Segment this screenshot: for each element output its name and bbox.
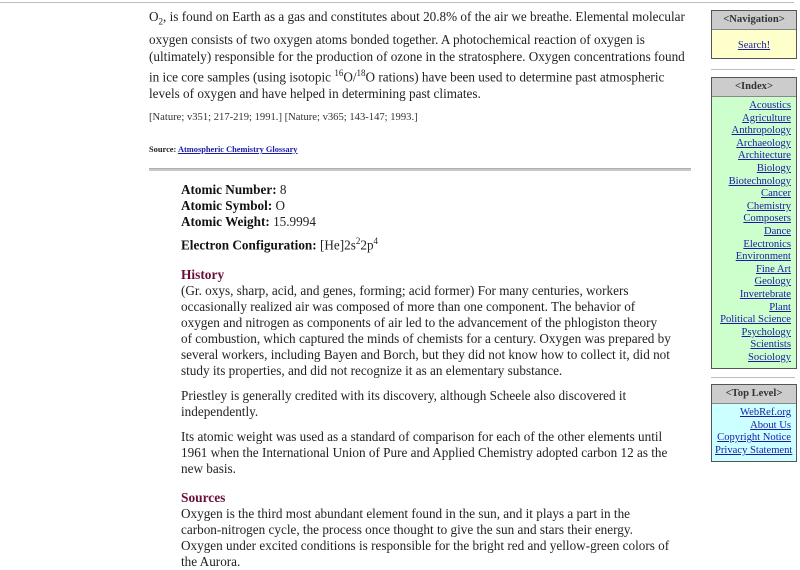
copyright-notice-link[interactable]: Copyright Notice [717, 432, 791, 444]
index-link-fine-art[interactable]: Fine Art [755, 263, 791, 275]
index-link-chemistry[interactable]: Chemistry [746, 200, 791, 212]
atomic-weight-row [181, 214, 671, 230]
source-label: Source: [149, 145, 177, 155]
atomic-number-label: Atomic Number: [181, 182, 277, 197]
electron-config-label: Electron Configuration: [181, 237, 317, 253]
index-link-architecture[interactable]: Architecture [738, 150, 791, 162]
index-link-political-science[interactable]: Political Science [720, 314, 791, 326]
about-us-link[interactable]: About Us [750, 419, 791, 431]
webref-link[interactable]: WebRef.org [739, 407, 791, 418]
index-link-anthropology[interactable]: Anthropology [731, 125, 791, 137]
electron-configuration-row [181, 232, 671, 254]
index-link-plant[interactable]: Plant [769, 301, 791, 313]
isotope-16: 16 [334, 67, 344, 78]
sidebar-divider [711, 69, 795, 70]
atomic-weight-value: 15.9994 [273, 214, 316, 229]
index-links [712, 97, 796, 368]
o2-subscript: 2 [158, 16, 164, 27]
index-link-agriculture[interactable]: Agriculture [742, 112, 791, 124]
index-link-scientists[interactable]: Scientists [750, 339, 791, 351]
index-link-composers[interactable]: Composers [743, 213, 791, 225]
index-link-electronics[interactable]: Electronics [743, 238, 791, 250]
index-link-invertebrate[interactable]: Invertebrate [739, 288, 791, 300]
econf-mid: 2p [360, 237, 374, 253]
econf-base: [He]2s [319, 237, 356, 253]
atomic-weight-label: Atomic Weight: [181, 214, 270, 229]
atomic-number-row [181, 182, 671, 198]
intro-text-o: O/ [343, 69, 357, 85]
history-paragraph-3: Its atomic weight was used as a standard of comparison for each of the other elements until 1961 when the International Union of Pure and Applied Chemistry adopted carbon 12 as the new basis. [181, 429, 668, 477]
atomic-symbol-row [181, 198, 671, 214]
index-link-dance[interactable]: Dance [763, 225, 791, 237]
atomic-symbol-label: Atomic Symbol: [181, 198, 273, 213]
sources-paragraph-1: Oxygen is the third most abundant element found in the sun, and it plays a part in the carbon-nitrogen cycle, the process once thought to give the sun and stars their energy. Oxygen under excited conditions is responsible for the bright red and yellow-green colors of the Aurora. [181, 506, 670, 570]
index-link-psychology[interactable]: Psychology [741, 326, 791, 338]
top-level-box [711, 384, 797, 462]
index-link-cancer[interactable]: Cancer [761, 188, 791, 200]
privacy-statement-link[interactable]: Privacy Statement [715, 444, 793, 456]
index-link-environment[interactable]: Environment [735, 251, 791, 263]
index-link-biotechnology[interactable]: Biotechnology [728, 175, 791, 187]
atomic-symbol-value: O [275, 198, 286, 213]
top-level-title: <Top Level> [712, 385, 796, 404]
o2-symbol: O [149, 9, 159, 24]
intro-text: , is found on Earth as a gas and constitutes about 20.8% of the air we breathe. Elemental molecular oxygen consists of two oxygen atoms bonded together. A photochemical reaction of oxygen is (ultimately) responsible for the production of ozone in the stratosphere. Oxygen concentrations found in ice core samples (using isotopic [149, 9, 685, 85]
econf-sup-2: 4 [373, 236, 379, 246]
source-link[interactable]: Atmospheric Chemistry Glossary [177, 145, 298, 155]
index-link-acoustics[interactable]: Acoustics [749, 100, 791, 111]
intro-text-end: O rations) have been used to determine past atmospheric levels of oxygen and have helped in determining past climates. [149, 69, 665, 102]
atomic-number-value: 8 [279, 182, 287, 197]
horizontal-rule [149, 168, 691, 171]
index-link-sociology[interactable]: Sociology [748, 351, 791, 363]
intro-paragraph [149, 8, 694, 102]
top-divider [0, 2, 794, 3]
element-details [181, 182, 671, 570]
navigation-body [712, 30, 796, 58]
intro-section [149, 8, 694, 154]
index-link-biology[interactable]: Biology [756, 162, 791, 174]
isotope-18: 18 [356, 67, 366, 78]
top-level-links [712, 404, 796, 461]
index-link-geology[interactable]: Geology [754, 276, 791, 288]
history-paragraph-2: Priestley is generally credited with its discovery, although Scheele also discovered it independently. [181, 388, 627, 420]
history-paragraph-1: (Gr. oxys, sharp, acid, and genes, forming; acid former) For many centuries, workers occasionally realized air was composed of more than one component. The behavior of oxygen and nitrogen as components of air led to the advancement of the phlogiston theory of combustion, which captured the minds of chemists for a century. Oxygen was prepared by several workers, including Bayen and Borch, but they did not know how to collect it, did not study its properties, and did not recognize it as an elementary substance. [181, 283, 671, 379]
index-box [711, 77, 797, 369]
history-heading: History [181, 267, 225, 283]
references: [Nature; v351; 217-219; 1991.] [Nature; v365; 143-147; 1993.] [149, 112, 418, 124]
navigation-title: <Navigation> [712, 11, 796, 30]
econf-sup-1: 2 [355, 236, 361, 246]
source-line [149, 145, 694, 154]
sidebar-divider [711, 377, 795, 378]
index-link-archaeology[interactable]: Archaeology [736, 137, 791, 149]
index-title: <Index> [712, 78, 796, 97]
navigation-box [711, 10, 797, 59]
search-link[interactable]: Search! [737, 40, 771, 51]
sources-heading: Sources [181, 490, 226, 506]
